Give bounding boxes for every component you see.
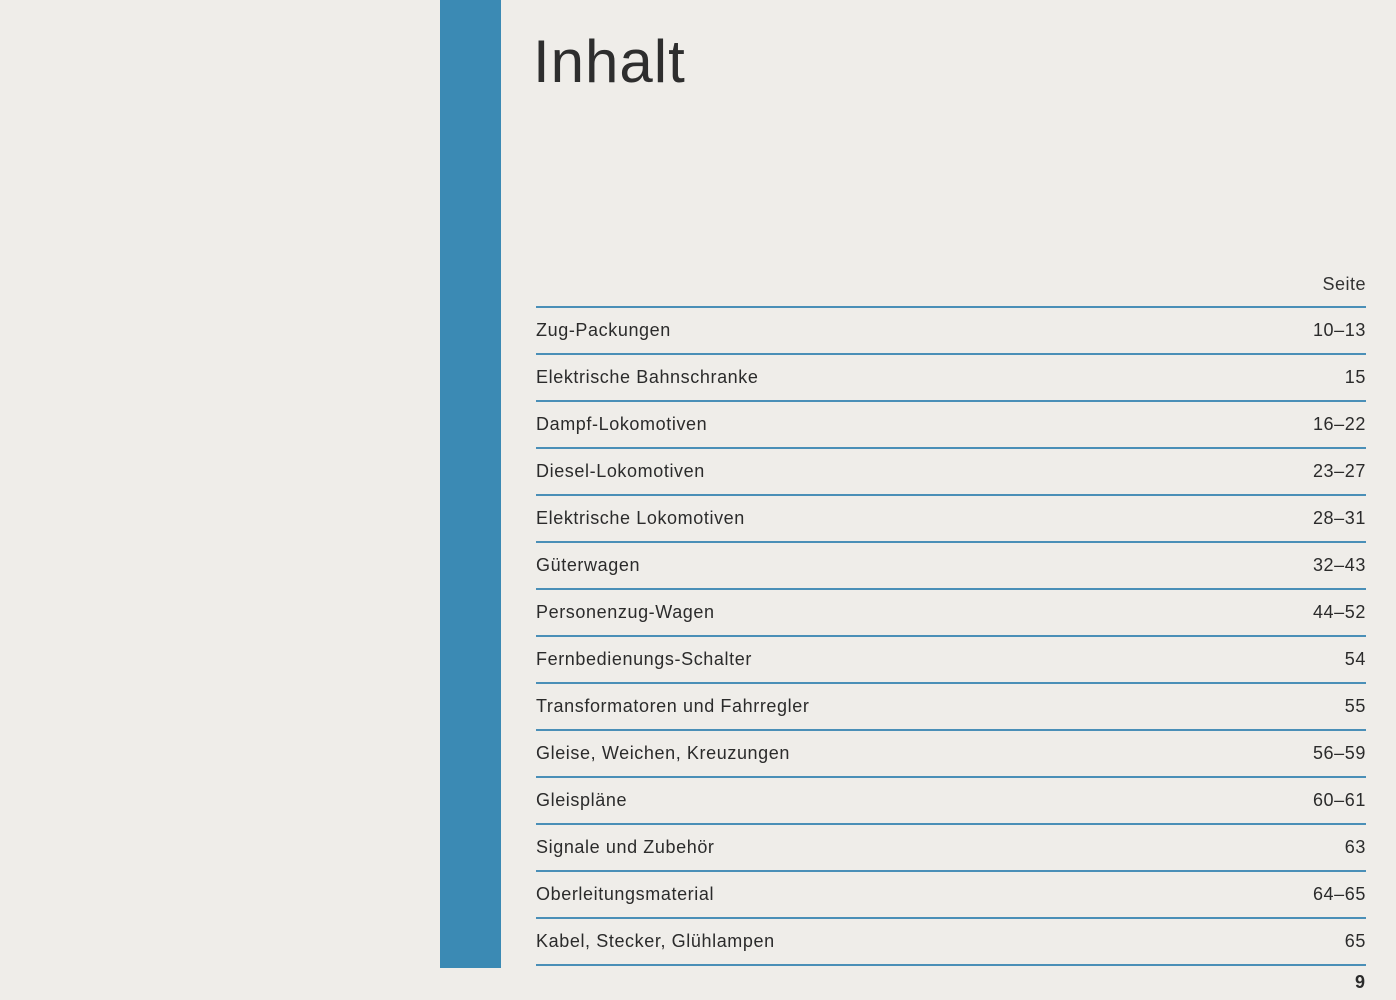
toc-entry[interactable] bbox=[536, 731, 1366, 776]
toc-entry[interactable] bbox=[536, 496, 1366, 541]
toc-entry-pages: 32–43 bbox=[1312, 555, 1366, 575]
toc-entry-pages: 16–22 bbox=[1312, 414, 1366, 434]
toc-entry[interactable] bbox=[536, 872, 1366, 917]
toc-entry-pages: 64–65 bbox=[1312, 884, 1366, 904]
toc-entry-label: Kabel, Stecker, Glühlampen bbox=[536, 931, 775, 951]
toc-entry-label: Zug-Packungen bbox=[536, 320, 671, 340]
toc-entry-label: Elektrische Bahnschranke bbox=[536, 367, 759, 387]
toc-entry-label: Transformatoren und Fahrregler bbox=[536, 696, 810, 716]
toc-entry-label: Personenzug-Wagen bbox=[536, 602, 715, 622]
toc-entry-label: Güterwagen bbox=[536, 555, 641, 575]
toc-entry[interactable] bbox=[536, 778, 1366, 823]
toc-entry[interactable] bbox=[536, 590, 1366, 635]
toc-entry-pages: 28–31 bbox=[1312, 508, 1366, 528]
accent-bar bbox=[440, 0, 501, 968]
toc-entry-label: Dampf-Lokomotiven bbox=[536, 414, 708, 434]
toc-entry[interactable] bbox=[536, 355, 1366, 400]
toc-entry-label: Gleispläne bbox=[536, 790, 628, 810]
toc-entry-pages: 54 bbox=[1344, 649, 1366, 669]
toc-entry-pages: 56–59 bbox=[1312, 743, 1366, 763]
toc-entry-label: Gleise, Weichen, Kreuzungen bbox=[536, 743, 791, 763]
toc-entry-pages: 65 bbox=[1344, 931, 1366, 951]
toc-entry-pages: 23–27 bbox=[1312, 461, 1366, 481]
toc-entry-pages: 63 bbox=[1344, 837, 1366, 857]
divider-rule bbox=[536, 964, 1366, 966]
toc-entry[interactable] bbox=[536, 308, 1366, 353]
page-column-label: Seite bbox=[1322, 274, 1366, 294]
toc-entry-pages: 10–13 bbox=[1312, 320, 1366, 340]
toc-entry[interactable] bbox=[536, 637, 1366, 682]
toc-entry[interactable] bbox=[536, 543, 1366, 588]
toc-entry[interactable] bbox=[536, 825, 1366, 870]
toc-entry[interactable] bbox=[536, 449, 1366, 494]
toc-entry[interactable] bbox=[536, 684, 1366, 729]
toc-entry[interactable] bbox=[536, 919, 1366, 964]
page-title: Inhalt bbox=[533, 28, 686, 95]
toc-entry-pages: 15 bbox=[1344, 367, 1366, 387]
page-number: 9 bbox=[1354, 972, 1365, 992]
table-of-contents bbox=[536, 268, 1366, 966]
toc-entry-pages: 60–61 bbox=[1312, 790, 1366, 810]
toc-entry-label: Oberleitungsmaterial bbox=[536, 884, 715, 904]
toc-entry-label: Fernbedienungs-Schalter bbox=[536, 649, 752, 669]
toc-entry-pages: 44–52 bbox=[1312, 602, 1366, 622]
toc-entry-label: Elektrische Lokomotiven bbox=[536, 508, 745, 528]
toc-entry-label: Diesel-Lokomotiven bbox=[536, 461, 705, 481]
toc-entry-pages: 55 bbox=[1344, 696, 1366, 716]
toc-entry[interactable] bbox=[536, 402, 1366, 447]
toc-entry-label: Signale und Zubehör bbox=[536, 837, 715, 857]
